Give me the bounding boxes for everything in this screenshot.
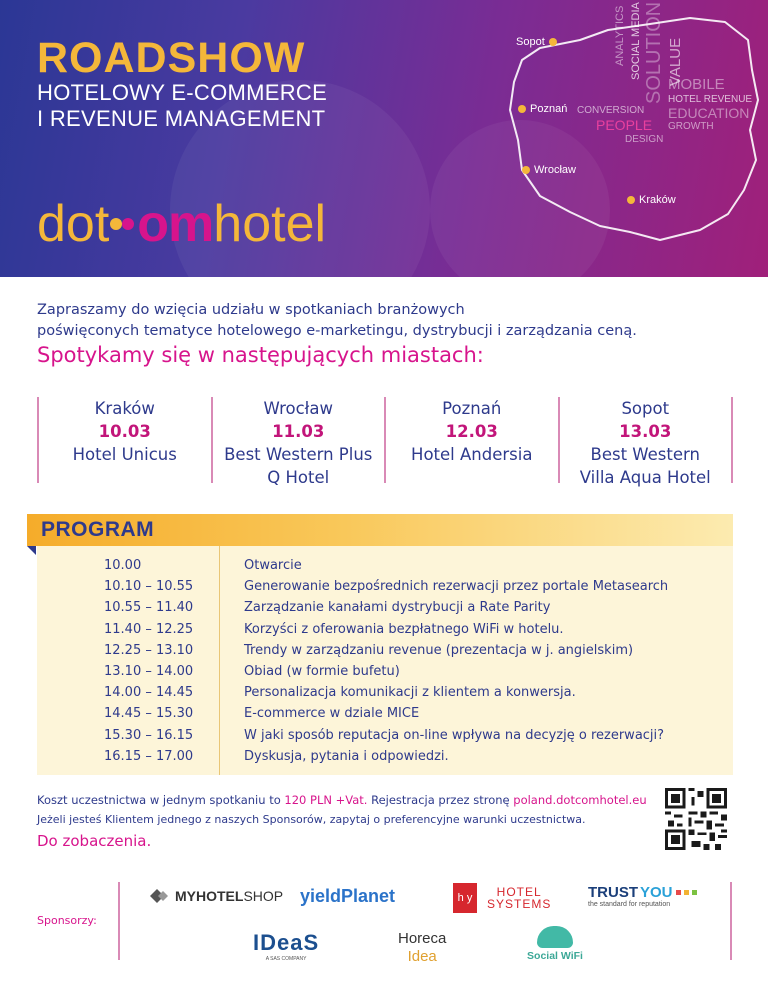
map-city-label: Kraków: [639, 194, 676, 206]
ideas-name: IDeaS: [253, 930, 320, 955]
program-time: 10.10 – 10.55: [104, 579, 194, 595]
city-venue: Best Western: [590, 445, 700, 464]
map-city-wroclaw: [522, 164, 576, 176]
logo-text-hotel: hotel: [213, 195, 327, 253]
program-item: Obiad (w formie bufetu): [244, 663, 400, 679]
city-date: 11.03: [272, 422, 325, 441]
program-table: [37, 546, 733, 775]
intro-line: poświęconych tematyce hotelowego e-marketingu, dystrybucji i zarządzania ceną.: [37, 323, 637, 339]
sponsors-divider-right: [730, 882, 732, 960]
sponsors-label: Sponsorzy:: [37, 914, 97, 927]
sponsors-divider-left: [118, 882, 120, 960]
program-divider: [219, 546, 220, 775]
map-city-label: Poznań: [530, 103, 568, 115]
program-item: Trendy w zarządzaniu revenue (prezentacja w j. angielskim): [244, 642, 634, 658]
event-subtitle-line1: HOTELOWY E-COMMERCE: [37, 80, 328, 105]
intro-text: [37, 300, 637, 342]
diamond-icon: [150, 889, 170, 903]
city-name: Poznań: [442, 399, 502, 418]
location-dot-icon: [549, 38, 557, 46]
city-date: 13.03: [619, 422, 672, 441]
program-item: Generowanie bezpośrednich rezerwacji przez portale Metasearch: [244, 579, 669, 595]
sponsor-trustyou-logo: [588, 884, 697, 908]
location-dot-icon: [627, 196, 635, 204]
logo-link-icon: [110, 213, 136, 235]
program-item: Dyskusja, pytania i odpowiedzi.: [244, 748, 449, 764]
word-people: PEOPLE: [596, 117, 653, 133]
map-city-poznan: [518, 103, 567, 115]
location-dot-icon: [522, 166, 530, 174]
city-date: 12.03: [445, 422, 498, 441]
word-design: DESIGN: [625, 134, 664, 145]
sponsor-hotelsystems-logo: [453, 883, 551, 913]
word-mobile: MOBILE: [668, 76, 725, 93]
city-venue-line2: Villa Aqua Hotel: [579, 468, 711, 487]
city-venue: Hotel Unicus: [72, 445, 177, 464]
program-time: 13.10 – 14.00: [104, 663, 194, 679]
program-item: Zarządzanie kanałami dystrybucji a Rate Parity: [244, 600, 551, 616]
hotelsystems-text: [487, 886, 551, 910]
ideas-tagline: A SAS COMPANY: [265, 956, 307, 962]
city-column-sopot: [558, 397, 734, 487]
program-times: [104, 555, 224, 767]
city-name: Sopot: [621, 399, 670, 418]
word-social-media: SOCIAL MEDIA: [630, 2, 642, 80]
qr-code-icon[interactable]: [665, 788, 727, 850]
program-time: 16.15 – 17.00: [104, 748, 194, 764]
wifi-cloud-icon: [537, 926, 573, 948]
word-growth: GROWTH: [668, 121, 714, 132]
square-icon: [684, 890, 689, 895]
program-time: 14.00 – 14.45: [104, 685, 194, 701]
intro-line: Zapraszamy do wzięcia udziału w spotkaniach branżowych: [37, 302, 465, 318]
city-column-wroclaw: [211, 397, 385, 487]
hero-banner: [0, 0, 768, 277]
city-venue: Hotel Andersia: [411, 445, 533, 464]
map-city-label: Wrocław: [534, 164, 576, 176]
word-solution: SOLUTION: [643, 1, 665, 104]
fee-prefix: Koszt uczestnictwa w jednym spotkaniu to: [37, 793, 281, 807]
ribbon-fold-icon: [27, 546, 36, 555]
city-schedule: [37, 397, 733, 487]
trustyou-tagline: the standard for reputation: [588, 901, 671, 908]
logo-text-om: om: [137, 195, 214, 253]
word-hotel-revenue: HOTEL REVENUE: [668, 94, 753, 105]
horeca-line1: Horeca: [398, 930, 447, 947]
trustyou-name: [588, 884, 697, 901]
program-item: Korzyści z oferowania bezpłatnego WiFi w hotelu.: [244, 621, 564, 637]
program-item: E-commerce w dziale MICE: [244, 706, 420, 722]
sponsor-ideas-logo: [253, 930, 319, 962]
program-time: 14.45 – 15.30: [104, 706, 194, 722]
map-city-sopot: [516, 36, 557, 48]
city-venue-line2: Q Hotel: [267, 468, 330, 487]
horeca-line2: Idea: [407, 948, 437, 965]
trustyou-text-trust: TRUST: [588, 884, 638, 901]
program-item: Personalizacja komunikacji z klientem a konwersja.: [244, 685, 576, 701]
city-column-poznan: [384, 397, 558, 483]
sponsor-socialwifi-logo: [520, 926, 590, 962]
word-education: EDUCATION: [668, 105, 750, 121]
fee-price: 120 PLN +Vat.: [284, 793, 368, 807]
program-header: [27, 514, 733, 546]
hotelsystems-line1: HOTEL: [496, 885, 542, 899]
map-city-krakow: [627, 194, 676, 206]
program-items: [244, 555, 724, 767]
goodbye-text: Do zobaczenia.: [37, 832, 152, 850]
myhotelshop-text-shop: SHOP: [243, 888, 284, 904]
registration-link[interactable]: poland.dotcomhotel.eu: [513, 793, 647, 807]
sponsor-note: Jeżeli jesteś Klientem jednego z naszych Sponsorów, zapytaj o preferencyjne warunki uczestnictwa.: [37, 813, 586, 826]
dotcomhotel-logo: [37, 196, 326, 252]
fee-info: [37, 793, 647, 807]
fee-middle: Rejestracja przez stronę: [371, 793, 510, 807]
sponsor-horecaidea-logo: [398, 930, 446, 966]
trustyou-text-you: YOU: [640, 884, 673, 901]
program-item: W jaki sposób reputacja on-line wpływa na decyzję o rezerwacji?: [244, 727, 665, 743]
myhotelshop-text: MYHOTEL: [175, 888, 244, 904]
city-date: 10.03: [98, 422, 151, 441]
city-column-krakow: [37, 397, 211, 483]
program-time: 10.00: [104, 558, 142, 573]
program-time: 12.25 – 13.10: [104, 642, 194, 658]
location-dot-icon: [518, 105, 526, 113]
hotelsystems-mark: h y: [453, 883, 477, 913]
city-name: Wrocław: [263, 399, 333, 418]
sponsor-yieldplanet-logo: yieldPlanet: [300, 886, 396, 906]
city-name: Kraków: [94, 399, 155, 418]
square-icon: [676, 890, 681, 895]
program-time: 11.40 – 12.25: [104, 621, 194, 637]
program-time: 15.30 – 16.15: [104, 727, 194, 743]
event-title: ROADSHOW: [37, 34, 306, 82]
cities-heading: Spotykamy się w następujących miastach:: [37, 343, 484, 367]
word-analytics: ANALYTICS: [614, 5, 626, 66]
event-subtitle-line2: I REVENUE MANAGEMENT: [37, 106, 326, 131]
map-city-label: Sopot: [516, 36, 545, 48]
program-item: Otwarcie: [244, 558, 302, 573]
program-time: 10.55 – 11.40: [104, 600, 194, 616]
program-title: PROGRAM: [41, 518, 155, 541]
city-venue: Best Western Plus: [224, 445, 373, 464]
logo-text-dot: dot: [37, 195, 110, 253]
square-icon: [692, 890, 697, 895]
word-value: VALUE: [667, 37, 684, 86]
socialwifi-name: Social WiFi: [527, 950, 583, 962]
sponsor-myhotelshop-logo: [150, 888, 283, 904]
hotelsystems-line2: SYSTEMS: [487, 897, 552, 911]
word-conversion: CONVERSION: [577, 105, 645, 116]
